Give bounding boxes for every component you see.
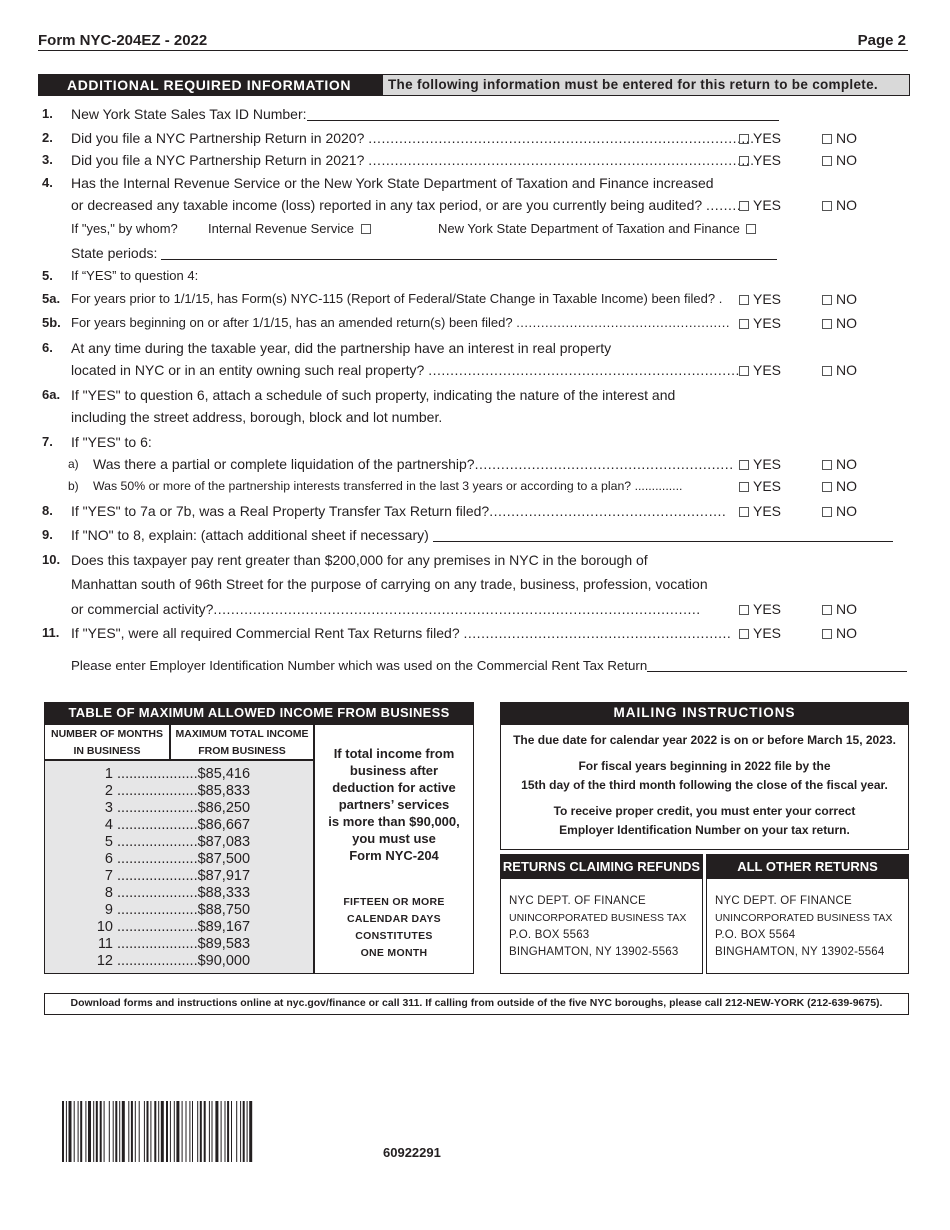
state-periods-field[interactable] <box>161 246 777 260</box>
refunds-address: NYC DEPT. OF FINANCE UNINCORPORATED BUSINESS TAX P.O. BOX 5563 BINGHAMTON, NY 13902-5563 <box>509 895 687 958</box>
checkbox-icon[interactable] <box>822 134 832 144</box>
question-number: 6. <box>42 340 53 355</box>
question-number: 5b. <box>42 315 61 330</box>
question-text: If "NO" to 8, explain: (attach additional sheet if necessary) <box>71 527 893 543</box>
column-header-income: MAXIMUM TOTAL INCOME FROM BUSINESS <box>170 724 314 760</box>
barcode-bar <box>96 1101 98 1162</box>
leader-dots: .................... <box>113 851 198 867</box>
question-number: 5. <box>42 268 53 283</box>
barcode-bar <box>247 1101 248 1162</box>
checkbox-icon[interactable] <box>739 507 749 517</box>
barcode-bar <box>231 1101 232 1162</box>
q8-no-checkbox[interactable]: NO <box>822 503 857 519</box>
checkbox-icon[interactable] <box>739 366 749 376</box>
question-text: Was 50% or more of the partnership interests transferred in the last 3 years or according to a plan? .............. <box>93 479 683 493</box>
checkbox-icon[interactable] <box>739 201 749 211</box>
checkbox-icon[interactable] <box>739 156 749 166</box>
state-periods-label: State periods: <box>71 245 158 261</box>
barcode-bar <box>93 1101 94 1162</box>
section-header <box>38 74 910 96</box>
checkbox-icon[interactable] <box>822 366 832 376</box>
barcode-bar <box>100 1101 102 1162</box>
question-text: or decreased any taxable income (loss) reported in any tax period, or are you currently being audited? ........ <box>71 197 742 213</box>
checkbox-icon[interactable] <box>739 134 749 144</box>
leader-dots: .................... <box>113 919 198 935</box>
q3-yes-checkbox[interactable]: YES <box>739 152 781 168</box>
month-definition-note: FIFTEEN OR MORE CALENDAR DAYS CONSTITUTES ONE MONTH <box>343 896 445 959</box>
income-row <box>45 800 315 817</box>
income-value: $85,416 <box>197 766 251 782</box>
q8-yes-checkbox[interactable]: YES <box>739 503 781 519</box>
other-returns-title: ALL OTHER RETURNS <box>707 855 908 879</box>
q7a-no-checkbox[interactable]: NO <box>822 456 857 472</box>
q5b-yes-checkbox[interactable]: YES <box>739 315 781 331</box>
question-number: 9. <box>42 527 53 542</box>
checkbox-icon[interactable] <box>822 295 832 305</box>
column-header-months: NUMBER OF MONTHS IN BUSINESS <box>44 724 170 760</box>
barcode-bar <box>249 1101 252 1162</box>
income-row <box>45 936 315 953</box>
barcode-bar <box>128 1101 129 1162</box>
explain-field[interactable] <box>433 528 893 542</box>
question-text: Does this taxpayer pay rent greater than $200,000 for any premises in NYC in the borough of <box>71 552 648 568</box>
barcode-bar <box>62 1101 64 1162</box>
income-row <box>45 902 315 919</box>
barcode-bar <box>150 1101 151 1162</box>
sub-label: b) <box>68 479 79 493</box>
q6-yes-checkbox[interactable]: YES <box>739 362 781 378</box>
sub-label: a) <box>68 457 79 471</box>
income-value: $89,583 <box>197 936 251 952</box>
barcode-bar <box>176 1101 179 1162</box>
checkbox-icon[interactable] <box>739 295 749 305</box>
q7b-yes-checkbox[interactable]: YES <box>739 478 781 494</box>
checkbox-icon[interactable] <box>739 629 749 639</box>
mailing-title: MAILING INSTRUCTIONS <box>500 702 909 724</box>
checkbox-icon[interactable] <box>739 605 749 615</box>
barcode-bar <box>174 1101 175 1162</box>
checkbox-icon[interactable] <box>739 319 749 329</box>
ein-field[interactable] <box>647 658 907 672</box>
barcode-bar <box>135 1101 136 1162</box>
question-text: For years prior to 1/1/15, has Form(s) NYC-115 (Report of Federal/State Change in Taxable Income) been filed? . <box>71 291 723 306</box>
question-number: 6a. <box>42 387 61 402</box>
fiscal-year-text: For fiscal years beginning in 2022 file by the 15th day of the third month following the close of the fiscal year. <box>521 759 888 792</box>
income-row <box>45 868 315 885</box>
months-value: 10 <box>96 919 113 935</box>
q11-no-checkbox[interactable]: NO <box>822 625 857 641</box>
barcode-bar <box>66 1101 67 1162</box>
footer-note: Download forms and instructions online at nyc.gov/finance or call 311. If calling from outside of the five NYC boroughs, please call 212-NEW-YORK (212-639-9675). <box>44 993 909 1015</box>
checkbox-icon[interactable] <box>822 460 832 470</box>
question-number: 3. <box>42 152 53 167</box>
income-limit-note: If total income from business after deduction for active partners’ services is more than $90,000, you must use Form NYC-204 <box>328 746 460 863</box>
checkbox-icon[interactable] <box>361 224 371 234</box>
ein-row <box>71 658 907 674</box>
question-text: or commercial activity?............................................................................................................... <box>71 601 701 617</box>
barcode-bar <box>182 1101 183 1162</box>
refunds-address-box <box>500 854 703 974</box>
barcode-bar <box>119 1101 120 1162</box>
barcode-bar <box>69 1101 72 1162</box>
question-number: 7. <box>42 434 53 449</box>
q7a-yes-checkbox[interactable]: YES <box>739 456 781 472</box>
other-returns-address: NYC DEPT. OF FINANCE UNINCORPORATED BUSINESS TAX P.O. BOX 5564 BINGHAMTON, NY 13902-5564 <box>715 895 893 958</box>
leader-dots: .................... <box>113 953 198 969</box>
barcode-bar <box>166 1101 168 1162</box>
question-text: New York State Sales Tax ID Number: <box>71 106 779 122</box>
leader-dots: .................... <box>113 783 198 799</box>
barcode-bar <box>192 1101 193 1162</box>
question-text: If “YES” to question 4: <box>71 268 199 283</box>
barcode-number: 60922291 <box>383 1145 441 1160</box>
q2-yes-checkbox[interactable]: YES <box>739 130 781 146</box>
barcode-bar <box>113 1101 114 1162</box>
barcode-bar <box>225 1101 226 1162</box>
question-text: located in NYC or in an entity owning such real property? ....................................................................... <box>71 362 740 378</box>
barcode-bar <box>209 1101 210 1162</box>
income-value: $88,750 <box>197 902 251 918</box>
income-row <box>45 817 315 834</box>
checkbox-icon[interactable] <box>822 507 832 517</box>
barcode-bar <box>189 1101 190 1162</box>
credit-text: To receive proper credit, you must enter your correct Employer Identification Number on your tax return. <box>553 804 856 837</box>
q3-no-checkbox[interactable]: NO <box>822 152 857 168</box>
income-row <box>45 851 315 868</box>
page-number: Page 2 <box>857 32 906 49</box>
question-text: For years beginning on or after 1/1/15, has an amended return(s) been filed? .................................................... <box>71 315 731 330</box>
income-value: $86,250 <box>197 800 251 816</box>
barcode-bar <box>154 1101 156 1162</box>
section-note: The following information must be entered for this return to be complete. <box>383 75 909 95</box>
q4-no-checkbox[interactable]: NO <box>822 197 857 213</box>
barcode-bar <box>197 1101 198 1162</box>
question-text: including the street address, borough, block and lot number. <box>71 409 443 425</box>
question-number: 4. <box>42 175 53 190</box>
barcode-bar <box>240 1101 241 1162</box>
barcode-bar <box>170 1101 171 1162</box>
barcode-bar <box>227 1101 229 1162</box>
months-value: 4 <box>104 817 113 833</box>
income-value: $88,333 <box>197 885 251 901</box>
income-value: $87,083 <box>197 834 251 850</box>
question-text: If "YES", were all required Commercial Rent Tax Returns filed? ............................................................. <box>71 625 732 641</box>
income-row <box>45 953 315 970</box>
leader-dots: .................... <box>113 936 198 952</box>
checkbox-icon[interactable] <box>822 319 832 329</box>
question-number: 11. <box>42 625 60 640</box>
question-text: Manhattan south of 96th Street for the purpose of carrying on any trade, business, profession, vocation <box>71 576 708 592</box>
income-row <box>45 919 315 936</box>
months-value: 11 <box>97 936 113 952</box>
months-value: 9 <box>104 902 113 918</box>
barcode-bar <box>243 1101 245 1162</box>
barcode-bar <box>158 1101 159 1162</box>
q5b-no-checkbox[interactable]: NO <box>822 315 857 331</box>
nys-option[interactable]: New York State Department of Taxation and Finance <box>438 221 760 237</box>
income-value: $87,500 <box>197 851 251 867</box>
income-row <box>45 885 315 902</box>
checkbox-icon[interactable] <box>739 460 749 470</box>
leader-dots: .................... <box>113 800 198 816</box>
months-value: 7 <box>104 868 113 884</box>
barcode-bar <box>109 1101 110 1162</box>
max-income-table <box>44 702 474 974</box>
barcode-bar <box>85 1101 86 1162</box>
months-value: 8 <box>104 885 113 901</box>
leader-dots: .................... <box>113 834 198 850</box>
question-text: Was there a partial or complete liquidation of the partnership?........................................................... <box>93 456 734 472</box>
months-value: 12 <box>96 953 113 969</box>
refunds-title: RETURNS CLAIMING REFUNDS <box>501 855 702 879</box>
income-row <box>45 783 315 800</box>
barcode-bar <box>104 1101 105 1162</box>
question-text: If "YES" to question 6, attach a schedule of such property, indicating the nature of the interest and <box>71 387 676 403</box>
barcode-image <box>62 1101 318 1162</box>
income-value: $89,167 <box>197 919 251 935</box>
checkbox-icon[interactable] <box>822 201 832 211</box>
months-value: 5 <box>104 834 113 850</box>
question-number: 1. <box>42 106 53 121</box>
months-value: 1 <box>104 766 113 782</box>
barcode-bar <box>221 1101 222 1162</box>
mailing-body <box>500 724 909 850</box>
section-title: ADDITIONAL REQUIRED INFORMATION <box>67 77 352 93</box>
barcode-bar <box>186 1101 187 1162</box>
q7b-no-checkbox[interactable]: NO <box>822 478 857 494</box>
question-number: 10. <box>42 552 61 567</box>
other-returns-address-box <box>706 854 909 974</box>
question-text: If "YES" to 6: <box>71 434 152 450</box>
leader-dots: .................... <box>113 868 198 884</box>
q5a-yes-checkbox[interactable]: YES <box>739 291 781 307</box>
question-number: 8. <box>42 503 53 518</box>
barcode-bar <box>212 1101 213 1162</box>
barcode-bar <box>115 1101 117 1162</box>
table-note <box>314 724 474 974</box>
q2-no-checkbox[interactable]: NO <box>822 130 857 146</box>
months-value: 6 <box>104 851 113 867</box>
question-text: Has the Internal Revenue Service or the New York State Department of Taxation and Finance increased <box>71 175 714 191</box>
checkbox-icon[interactable] <box>822 482 832 492</box>
question-text: Did you file a NYC Partnership Return in 2021? ........................................................................................ <box>71 152 755 168</box>
barcode-bar <box>147 1101 149 1162</box>
question-text: If "YES" to 7a or 7b, was a Real Property Transfer Tax Return filed?...................................................... <box>71 503 727 519</box>
barcode-bar <box>122 1101 125 1162</box>
checkbox-icon[interactable] <box>739 482 749 492</box>
barcode-bar <box>139 1101 140 1162</box>
ein-label: Please enter Employer Identification Number which was used on the Commercial Rent Tax Return <box>71 658 648 673</box>
question-number: 5a. <box>42 291 61 306</box>
form-title: Form NYC-204EZ - 2022 <box>38 32 208 49</box>
barcode-bar <box>74 1101 75 1162</box>
checkbox-icon[interactable] <box>822 629 832 639</box>
months-value: 3 <box>104 800 113 816</box>
page-header <box>38 31 908 51</box>
q11-yes-checkbox[interactable]: YES <box>739 625 781 641</box>
leader-dots: .................... <box>113 885 198 901</box>
table-values <box>44 760 314 974</box>
barcode-bar <box>78 1101 79 1162</box>
leader-dots: .................... <box>113 817 198 833</box>
irs-option[interactable]: Internal Revenue Service <box>208 221 375 237</box>
question-number: 2. <box>42 130 53 145</box>
income-value: $86,667 <box>197 817 251 833</box>
q10-no-checkbox[interactable]: NO <box>822 601 857 617</box>
checkbox-icon[interactable] <box>822 156 832 166</box>
income-row <box>45 766 315 783</box>
by-whom-label: If "yes," by whom? <box>71 221 178 236</box>
barcode-bar <box>215 1101 218 1162</box>
due-date-text: The due date for calendar year 2022 is on or before March 15, 2023. <box>513 733 896 747</box>
checkbox-icon[interactable] <box>822 605 832 615</box>
income-value: $85,833 <box>197 783 251 799</box>
barcode-bar <box>80 1101 82 1162</box>
barcode-bar <box>204 1101 206 1162</box>
q10-yes-checkbox[interactable]: YES <box>739 601 781 617</box>
barcode-bar <box>131 1101 133 1162</box>
barcode-bar <box>161 1101 164 1162</box>
checkbox-icon[interactable] <box>746 224 756 234</box>
question-text: Did you file a NYC Partnership Return in 2020? ........................................................................................ <box>71 130 755 146</box>
barcode-bar <box>236 1101 237 1162</box>
income-value: $90,000 <box>197 953 251 969</box>
state-periods-row <box>71 245 777 261</box>
barcode-bar <box>144 1101 145 1162</box>
q6-no-checkbox[interactable]: NO <box>822 362 857 378</box>
q4-yes-checkbox[interactable]: YES <box>739 197 781 213</box>
barcode-bar <box>200 1101 202 1162</box>
months-value: 2 <box>104 783 113 799</box>
barcode-bar <box>88 1101 91 1162</box>
income-row <box>45 834 315 851</box>
income-value: $87,917 <box>197 868 251 884</box>
leader-dots: .................... <box>113 766 198 782</box>
question-text: At any time during the taxable year, did the partnership have an interest in real property <box>71 340 612 356</box>
leader-dots: .................... <box>113 902 198 918</box>
q5a-no-checkbox[interactable]: NO <box>822 291 857 307</box>
table-title: TABLE OF MAXIMUM ALLOWED INCOME FROM BUSINESS <box>44 702 474 724</box>
sales-tax-id-field[interactable] <box>307 107 779 121</box>
